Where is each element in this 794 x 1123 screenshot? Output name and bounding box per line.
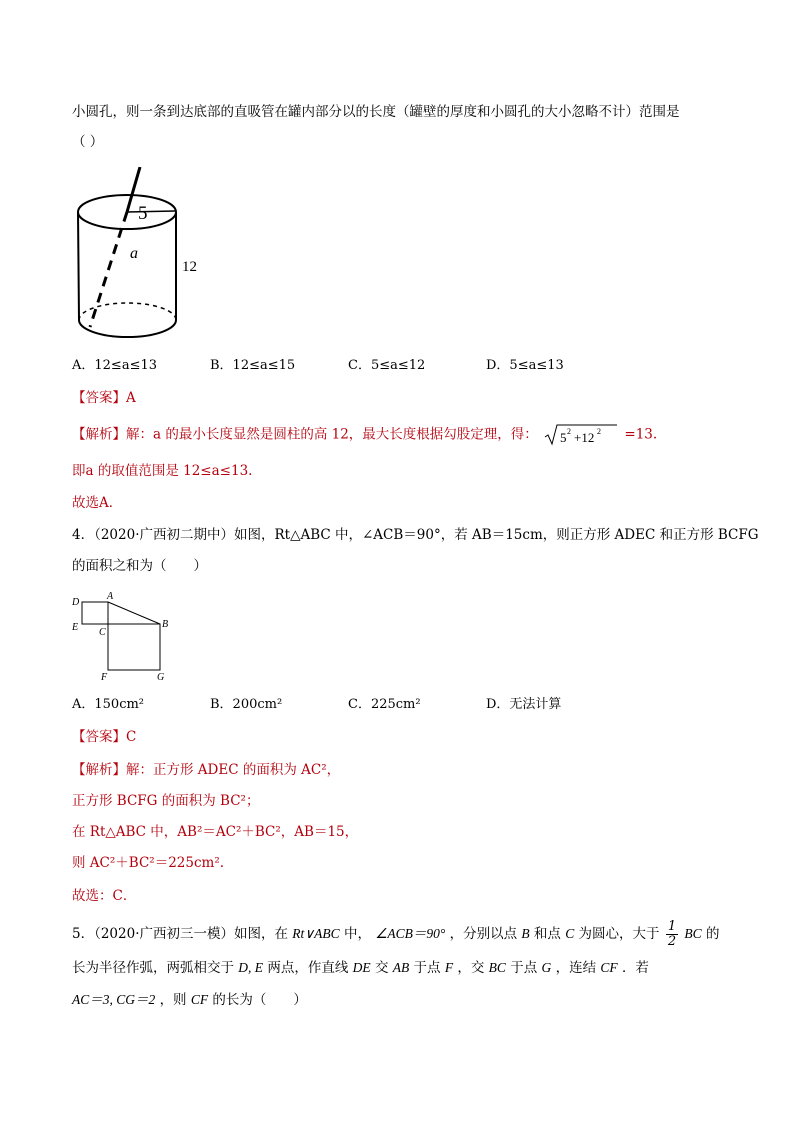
q5-rt-abc: Rt∨ABC (292, 926, 340, 941)
q5-segment-bc2: BC (488, 960, 506, 975)
label-f: F (101, 672, 108, 682)
svg-text:5: 5 (560, 430, 567, 445)
svg-text:2: 2 (597, 427, 602, 436)
q5-line2-c: 交 (374, 960, 389, 976)
q5-line3-b: ，则 (159, 992, 187, 1008)
q4-stem-line2: 的面积之和为（ ） (72, 558, 207, 574)
q3-option-c: C．5≤a≤12 (348, 358, 426, 373)
label-b: B (162, 619, 169, 630)
cylinder-figure (72, 167, 212, 342)
label-e: E (72, 622, 79, 633)
q5-text-b: 中， (343, 926, 371, 942)
q5-text-c: ，分别以点 (449, 926, 518, 942)
q3-option-a: A．12≤a≤13 (72, 358, 158, 373)
q5-text-d: 和点 (533, 926, 561, 942)
q4-option-c: C．225cm² (348, 697, 421, 712)
q5-line2-a: 长为半径作弧，两弧相交于 (72, 960, 234, 976)
q3-option-d: D．5≤a≤13 (486, 358, 564, 373)
q3-range-line: 即a 的取值范围是 12≤a≤13. (72, 463, 253, 479)
q5-text-a: 5．（2020·广西初三一模）如图，在 (72, 926, 288, 942)
q4-analysis-line3: 在 Rt△ABC 中，AB²＝AC²＋BC²，AB＝15， (72, 824, 359, 840)
q4-answer: 【答案】C (72, 729, 137, 745)
squares-figure (70, 590, 180, 682)
q5-point-g: G (541, 960, 552, 975)
q3-stem-line2: （ ） (72, 134, 104, 150)
q5-point-f: F (444, 960, 454, 975)
q5-fraction (666, 920, 678, 949)
q3-answer: 【答案】A (72, 390, 136, 406)
q5-segment-ab: AB (392, 960, 410, 975)
q5-point-c: C (565, 926, 575, 941)
q3-analysis (72, 423, 657, 447)
sqrt-icon (544, 423, 618, 447)
radius-label: 5 (138, 203, 148, 224)
label-d: D (72, 597, 80, 608)
q5-point-b: B (521, 926, 530, 941)
svg-text:2: 2 (567, 427, 572, 436)
q5-line3-c: 的长为（ ） (212, 992, 307, 1008)
q5-text-f: 的 (705, 926, 720, 942)
q5-segment-cf: CF (600, 960, 618, 975)
q5-line2-b: 两点，作直线 (267, 960, 349, 976)
q4-option-d: D．无法计算 (486, 697, 562, 712)
q5-line2-e: ，交 (457, 960, 485, 976)
q5-stem-line2 (72, 958, 649, 978)
q5-points-de: D, E (238, 960, 264, 975)
fraction-denominator: 2 (667, 934, 677, 949)
q4-option-a: A．150cm² (72, 697, 145, 712)
q4-stem-line1: 4．（2020·广西初二期中）如图，Rt△ABC 中，∠ACB＝90°，若 AB＝15cm，则正方形 ADEC 和正方形 BCFG (72, 527, 759, 543)
q4-option-b: B．200cm² (210, 697, 283, 712)
q3-choose: 故选A． (72, 495, 123, 511)
q4-analysis-line2: 正方形 BCFG 的面积为 BC²； (72, 793, 260, 809)
q5-condition: AC＝3, CG＝2 (72, 992, 156, 1007)
svg-text:+12: +12 (574, 430, 595, 445)
label-c: C (99, 627, 106, 638)
q5-segment-bc: BC (684, 926, 702, 941)
fraction-numerator: 1 (667, 919, 677, 934)
q5-stem-line3 (72, 990, 307, 1010)
q3-stem-line1: 小圆孔，则一条到达底部的直吸管在罐内部分以的长度（罐壁的厚度和小圆孔的大小忽略不计）范围是 (72, 104, 680, 120)
label-g: G (157, 672, 165, 682)
q4-analysis-line1: 【解析】解：正方形 ADEC 的面积为 AC²， (72, 762, 341, 778)
label-a: A (107, 591, 114, 602)
slant-label: a (130, 245, 138, 262)
q5-text-e: 为圆心，大于 (578, 926, 660, 942)
q3-analysis-result: =13. (624, 426, 658, 443)
q5-stem-line1 (72, 918, 719, 950)
q5-line2-h: ．若 (621, 960, 649, 976)
q4-choose: 故选：C． (72, 888, 137, 904)
sqrt-expression (544, 423, 618, 447)
q5-line2-f: 于点 (510, 960, 538, 976)
q3-analysis-prefix: 【解析】解：a 的最小长度显然是圆柱的高 12，最大长度根据勾股定理，得： (72, 426, 538, 443)
q4-analysis-line4: 则 AC²＋BC²＝225cm². (72, 855, 225, 871)
q5-angle: ∠ACB＝90° (375, 926, 446, 941)
height-label: 12 (182, 259, 197, 275)
q5-line-de: DE (352, 960, 371, 975)
q5-segment-cf2: CF (190, 992, 209, 1007)
q3-option-b: B．12≤a≤15 (210, 358, 296, 373)
q5-line2-g: ，连结 (555, 960, 597, 976)
q5-line2-d: 于点 (413, 960, 441, 976)
